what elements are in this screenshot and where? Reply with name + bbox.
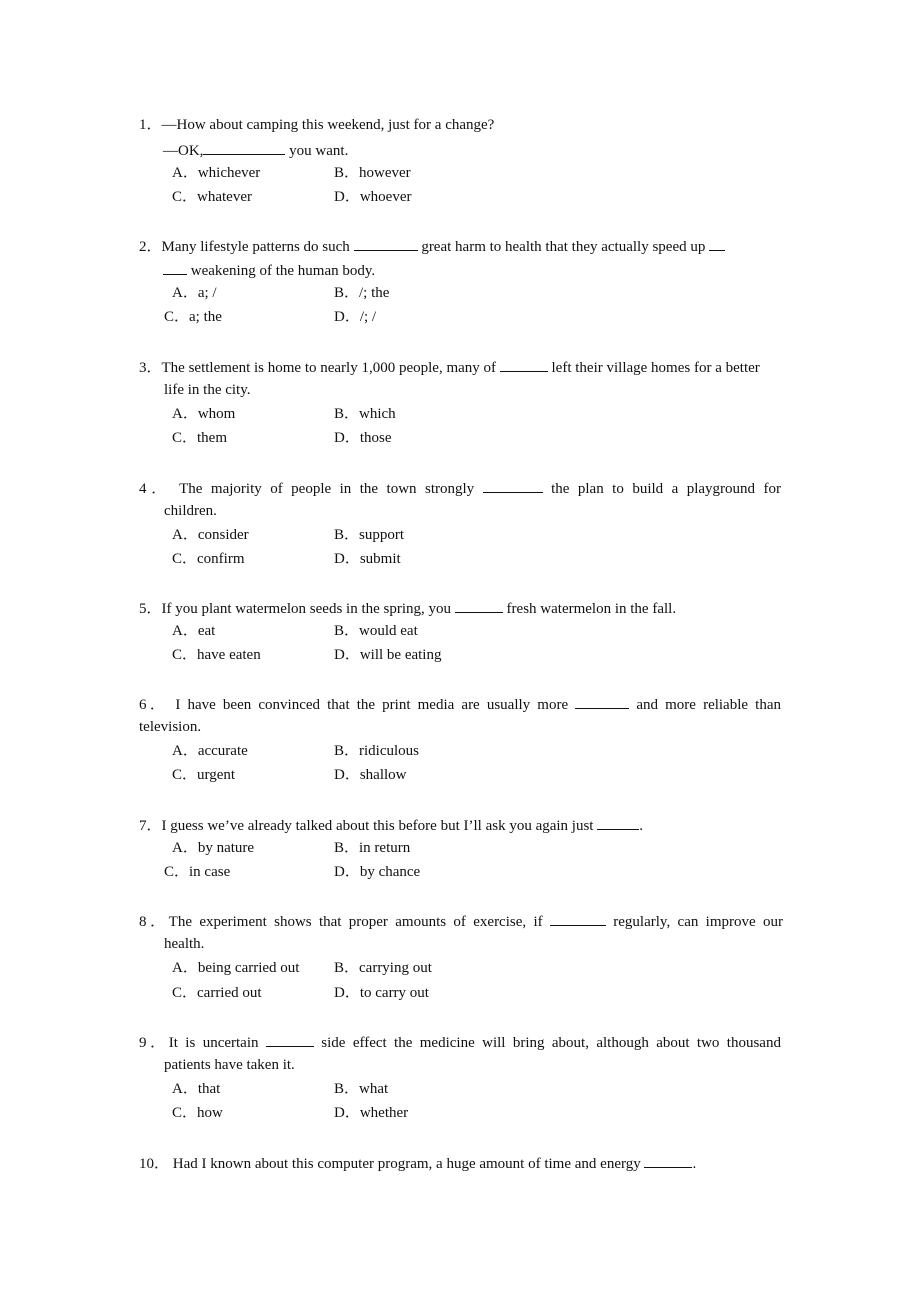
question-number: 8． [139, 914, 169, 930]
option-c[interactable]: C．how [172, 1105, 223, 1121]
answer-blank [709, 236, 725, 251]
question-number: 3． [139, 360, 162, 376]
option-c[interactable]: C．have eaten [172, 647, 261, 663]
option-c[interactable]: C．urgent [172, 767, 236, 783]
option-b[interactable]: B．carrying out [334, 960, 432, 976]
answer-blank [163, 260, 187, 275]
option-a[interactable]: A．accurate [172, 743, 248, 759]
question-stem: weakening of the human body. [163, 260, 375, 280]
option-c[interactable]: C．confirm [172, 551, 245, 567]
option-a[interactable]: A．consider [172, 527, 249, 543]
option-b[interactable]: B．which [334, 406, 396, 422]
answer-blank [266, 1032, 314, 1047]
option-d[interactable]: D．whether [334, 1105, 409, 1121]
answer-blank [354, 236, 418, 251]
answer-blank [203, 140, 285, 155]
option-a[interactable]: A．whom [172, 406, 236, 422]
question-stem: 4． The majority of people in the town strongly the plan to build a playground for [139, 478, 781, 498]
answer-blank [597, 815, 639, 830]
option-a[interactable]: A．eat [172, 623, 216, 639]
option-b[interactable]: B．would eat [334, 623, 418, 639]
option-c[interactable]: C．in case [164, 864, 231, 880]
option-c[interactable]: C．whatever [172, 189, 252, 205]
option-a[interactable]: A．that [172, 1081, 221, 1097]
answer-blank [550, 911, 606, 926]
option-b[interactable]: B．ridiculous [334, 743, 419, 759]
option-d[interactable]: D．will be eating [334, 647, 442, 663]
option-a[interactable]: A．whichever [172, 165, 261, 181]
question-stem: 8．The experiment shows that proper amounts of exercise, if regularly, can improve our [139, 911, 783, 931]
option-c[interactable]: C．them [172, 430, 227, 446]
question-stem: 10． Had I known about this computer program, a huge amount of time and energy . [139, 1153, 696, 1173]
option-d[interactable]: D．whoever [334, 189, 412, 205]
answer-blank [455, 598, 503, 613]
question-number: 6． [139, 697, 169, 713]
answer-blank [483, 478, 543, 493]
option-d[interactable]: D．/; / [334, 309, 377, 325]
question-stem: 1．—How about camping this weekend, just for a change? [139, 117, 495, 133]
question-stem: life in the city. [164, 382, 251, 398]
option-b[interactable]: B．however [334, 165, 411, 181]
answer-blank [644, 1153, 692, 1168]
option-d[interactable]: D．submit [334, 551, 401, 567]
option-d[interactable]: D．to carry out [334, 985, 429, 1001]
question-number: 10． [139, 1156, 170, 1172]
option-b[interactable]: B．support [334, 527, 405, 543]
question-number: 2． [139, 239, 162, 255]
question-number: 9． [139, 1035, 169, 1051]
option-b[interactable]: B．in return [334, 840, 411, 856]
question-stem: 9．It is uncertain side effect the medicine will bring about, although about two thousand [139, 1032, 781, 1052]
question-stem: —OK, you want. [163, 140, 348, 160]
option-d[interactable]: D．those [334, 430, 392, 446]
option-a[interactable]: A．being carried out [172, 960, 300, 976]
option-c[interactable]: C．a; the [164, 309, 222, 325]
answer-blank [575, 694, 629, 709]
question-stem: 2．Many lifestyle patterns do such great harm to health that they actually speed up [139, 236, 725, 256]
option-d[interactable]: D．shallow [334, 767, 407, 783]
question-stem: patients have taken it. [164, 1057, 295, 1073]
question-stem: children. [164, 503, 217, 519]
option-c[interactable]: C．carried out [172, 985, 262, 1001]
option-a[interactable]: A．a; / [172, 285, 217, 301]
option-b[interactable]: B．/; the [334, 285, 390, 301]
option-b[interactable]: B．what [334, 1081, 389, 1097]
question-stem: 6． I have been convinced that the print media are usually more and more reliable than [139, 694, 781, 714]
question-stem: 3．The settlement is home to nearly 1,000 people, many of left their village homes for a better [139, 357, 760, 377]
question-stem: health. [164, 936, 205, 952]
question-number: 1． [139, 117, 162, 133]
question-stem: 7．I guess we’ve already talked about this before but I’ll ask you again just . [139, 815, 643, 835]
question-number: 4． [139, 481, 171, 497]
option-a[interactable]: A．by nature [172, 840, 255, 856]
question-number: 5． [139, 601, 162, 617]
question-number: 7． [139, 818, 162, 834]
answer-blank [500, 357, 548, 372]
question-stem: 5．If you plant watermelon seeds in the spring, you fresh watermelon in the fall. [139, 598, 676, 618]
question-stem: television. [139, 719, 202, 735]
option-d[interactable]: D．by chance [334, 864, 421, 880]
